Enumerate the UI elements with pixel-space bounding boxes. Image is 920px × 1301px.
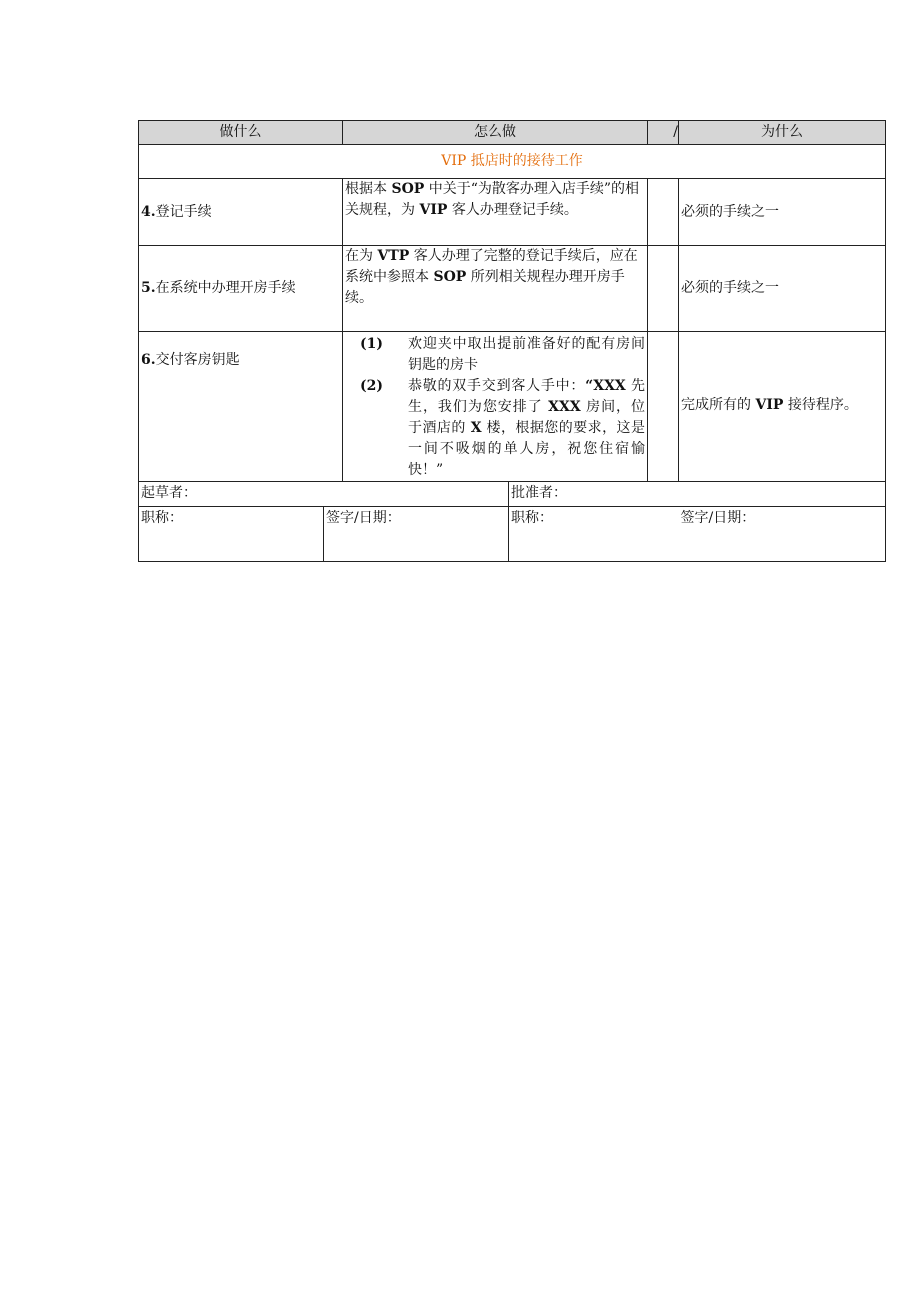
approver-title-field: 职称： — [509, 507, 679, 562]
how-text: 恭敬的双手交到客人手中： — [408, 378, 586, 394]
step-mark — [648, 332, 679, 482]
why-text: VIP — [755, 397, 784, 413]
signoff-row — [139, 507, 886, 562]
how-text: 先生，我们为您安排了 — [408, 378, 646, 415]
how-text: 所列相关规程办理开房手续。 — [345, 269, 625, 306]
drafter-label: 起草者： — [139, 482, 509, 507]
how-text: XXX — [548, 399, 581, 415]
step-what — [139, 332, 343, 482]
drafter-signature-field: 签字/日期： — [324, 507, 509, 562]
header-how: 怎么做 — [343, 121, 648, 145]
list-item — [345, 376, 645, 481]
how-text: 客人办理登记手续。 — [447, 202, 578, 218]
how-text: “XXX — [585, 378, 626, 394]
sop-document — [138, 120, 885, 562]
how-text: 在为 — [345, 248, 378, 264]
table-row — [139, 332, 886, 482]
how-text: 根据本 — [345, 181, 392, 197]
list-item-number: (1) — [360, 336, 383, 352]
why-text: 必须的手续之一 — [681, 203, 779, 220]
how-text: 房间，位于酒店的 — [408, 399, 645, 436]
how-text: VIP — [419, 202, 448, 218]
header-mark-text: / — [673, 124, 678, 140]
list-item — [345, 334, 645, 376]
list-item-number: (2) — [360, 378, 383, 394]
step-why — [679, 332, 886, 482]
step-what — [139, 179, 343, 246]
step-mark — [648, 246, 679, 332]
section-row — [139, 145, 886, 179]
drafter-title-field: 职称： — [139, 507, 324, 562]
how-text: X — [470, 420, 482, 436]
step-number: 4. — [141, 203, 156, 220]
signoff-table — [138, 481, 886, 562]
why-text: 接待程序。 — [783, 397, 858, 413]
approver-signature-field: 签字/日期： — [679, 507, 886, 562]
step-how — [343, 179, 648, 246]
how-text: 中关于“为散客办理入店手续”的相关规程，为 — [345, 181, 640, 218]
step-number: 5. — [141, 280, 156, 296]
how-text: 客人办理了完整的登记手续后，应在系统中参照本 — [345, 248, 638, 285]
step-why — [679, 179, 886, 246]
table-row — [139, 246, 886, 332]
sop-table — [138, 120, 886, 482]
step-label: 在系统中办理开房手续 — [155, 280, 296, 296]
signoff-row — [139, 482, 886, 507]
step-how — [343, 332, 648, 482]
step-label: 登记手续 — [155, 203, 212, 220]
list-item-text — [408, 376, 645, 481]
how-text: VTP — [377, 248, 410, 264]
step-number: 6. — [141, 352, 156, 368]
section-title: VIP 抵店时的接待工作 — [139, 145, 886, 179]
step-how — [343, 246, 648, 332]
step-what — [139, 246, 343, 332]
table-header-row — [139, 121, 886, 145]
header-mark — [648, 121, 679, 145]
how-text: 楼，根据您的要求，这是一间不吸烟的单人房，祝您住宿愉快！” — [408, 420, 646, 478]
header-what: 做什么 — [139, 121, 343, 145]
step-label: 交付客房钥匙 — [155, 352, 240, 368]
how-text: SOP — [391, 181, 425, 197]
list-item-text — [408, 334, 645, 376]
table-row — [139, 179, 886, 246]
why-text: 必须的手续之一 — [681, 280, 779, 296]
step-why — [679, 246, 886, 332]
approver-label: 批准者： — [509, 482, 886, 507]
why-text: 完成所有的 — [681, 397, 756, 413]
header-why: 为什么 — [679, 121, 886, 145]
step-mark — [648, 179, 679, 246]
how-text: 欢迎夹中取出提前准备好的配有房间钥匙的房卡 — [408, 336, 645, 373]
step-list — [345, 334, 645, 481]
how-text: SOP — [433, 269, 467, 285]
